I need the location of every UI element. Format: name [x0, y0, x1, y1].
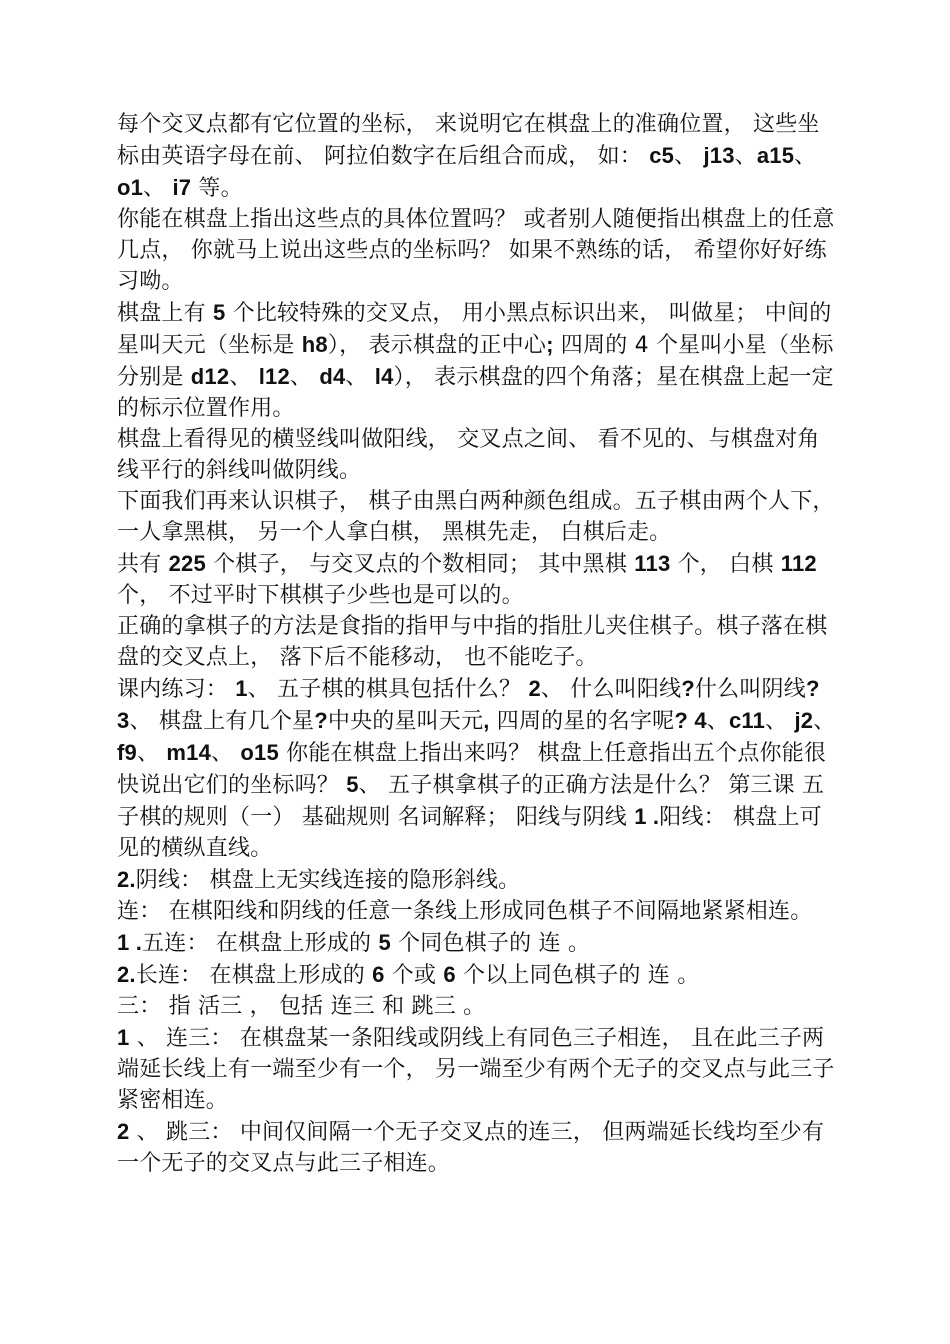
- text-run: 什么叫阴线: [694, 677, 806, 702]
- bold-text-run: j13: [703, 143, 735, 168]
- bold-text-run: o1: [117, 175, 144, 200]
- bold-text-run: d4: [319, 364, 346, 389]
- bold-text-run: 1 .: [117, 930, 143, 955]
- bold-text-run: 5: [213, 300, 226, 325]
- text-run: 个棋子， 与交叉点的个数相同； 其中黑棋: [205, 552, 635, 577]
- text-run: ）， 表示棋盘的正中心: [327, 333, 547, 358]
- bold-text-run: 2.: [117, 962, 136, 987]
- text-run: 个， 白棋: [670, 552, 781, 577]
- bold-text-run: ,: [483, 708, 490, 733]
- text-run: 、: [706, 709, 729, 734]
- text-run: 、: [345, 365, 375, 390]
- paragraph: [117, 611, 837, 673]
- bold-text-run: ? 3: [117, 676, 820, 733]
- bold-text-run: 225: [168, 551, 206, 576]
- bold-text-run: c5: [649, 143, 675, 168]
- text-run: 、 五子棋的棋具包括什么？: [247, 677, 529, 702]
- document-body: [117, 109, 837, 1179]
- bold-text-run: 1 .: [634, 804, 660, 829]
- text-run: 课内练习：: [117, 677, 236, 702]
- bold-text-run: h8: [301, 332, 328, 357]
- bold-text-run: 2: [528, 676, 541, 701]
- paragraph: [117, 927, 837, 959]
- text-run: 、 什么叫阳线: [540, 677, 682, 702]
- text-run: 五连： 在棋盘上形成的: [142, 931, 379, 956]
- bold-text-run: d12: [190, 364, 230, 389]
- text-run: 、: [765, 709, 795, 734]
- text-run: 正确的拿棋子的方法是食指的指甲与中指的指肚儿夹住棋子。棋子落在棋盘的交叉点上， 落下后不能移动， 也不能吃子。: [117, 614, 828, 670]
- text-run: 、: [143, 176, 173, 201]
- text-run: 连： 在棋阳线和阴线的任意一条线上形成同色棋子不间隔地紧紧相连。: [117, 899, 813, 924]
- text-run: 共有: [117, 552, 169, 577]
- text-run: ）， 表示棋盘的四个角落；星在棋盘上起一定的标示位置作用。: [117, 365, 834, 421]
- text-run: 中央的星叫天元: [327, 709, 484, 734]
- text-run: 、: [229, 365, 259, 390]
- bold-text-run: ? 4: [674, 708, 707, 733]
- bold-text-run: f9: [117, 740, 137, 765]
- bold-text-run: 1: [117, 1025, 130, 1050]
- paragraph: [117, 424, 837, 486]
- text-run: 你能在棋盘上指出这些点的具体位置吗？ 或者别人随便指出棋盘上的任意几点， 你就马上说出这些点的坐标吗？ 如果不熟练的话， 希望你好好练习呦。: [117, 207, 835, 294]
- bold-text-run: 5: [346, 772, 359, 797]
- bold-text-run: m14: [166, 740, 212, 765]
- bold-text-run: l4: [374, 364, 394, 389]
- text-run: 个， 不过平时下棋棋子少些也是可以的。: [117, 583, 524, 608]
- paragraph: [117, 204, 837, 297]
- text-run: 棋盘上有: [117, 301, 213, 326]
- paragraph: [117, 1116, 837, 1179]
- text-run: 棋盘上看得见的横竖线叫做阳线， 交叉点之间、 看不见的、与棋盘对角线平行的斜线叫做阴线。: [117, 427, 820, 483]
- text-run: 长连： 在棋盘上形成的: [135, 963, 373, 988]
- paragraph: [117, 896, 837, 927]
- bold-text-run: ?: [681, 676, 695, 701]
- paragraph: [117, 297, 837, 424]
- text-run: 个或: [384, 963, 444, 988]
- bold-text-run: j2: [794, 708, 814, 733]
- bold-text-run: 6: [372, 962, 385, 987]
- text-run: 、: [813, 709, 836, 734]
- text-run: 个同色棋子的 连 。: [390, 931, 591, 956]
- paragraph: [117, 991, 837, 1022]
- text-run: 阴线： 棋盘上无实线连接的隐形斜线。: [135, 868, 521, 893]
- bold-text-run: 5: [378, 930, 391, 955]
- bold-text-run: 112: [780, 551, 817, 576]
- text-run: 、 跳三： 中间仅间隔一个无子交叉点的连三， 但两端延长线均至少有一个无子的交叉点与此三子相连。: [117, 1120, 825, 1176]
- text-run: 个比较特殊的交叉点， 用小黑点标识出来， 叫做星； 中间的星叫天元（坐标是: [117, 301, 832, 358]
- bold-text-run: l12: [258, 364, 290, 389]
- text-run: 、: [794, 144, 817, 169]
- text-run: 、: [211, 741, 241, 766]
- text-run: 每个交叉点都有它位置的坐标， 来说明它在棋盘上的准确位置， 这些坐标由英语字母在前、 阿拉伯数字在后组合而成， 如：: [117, 112, 820, 169]
- paragraph: [117, 864, 837, 896]
- paragraph: [117, 959, 837, 991]
- bold-text-run: ?: [314, 708, 328, 733]
- text-run: 、 五子棋拿棋子的正确方法是什么？ 第三课 五子棋的规则（一） 基础规则 名词解释； 阳线与阴线: [117, 773, 825, 830]
- text-run: 、 棋盘上有几个星: [129, 709, 315, 734]
- bold-text-run: c11: [728, 708, 766, 733]
- paragraph: [117, 1022, 837, 1116]
- text-run: 你能在棋盘上指出来吗？ 棋盘上任意指出五个点你能很快说出它们的坐标吗？: [117, 741, 827, 798]
- text-run: 、: [136, 741, 167, 766]
- text-run: 、: [734, 144, 757, 169]
- bold-text-run: i7: [172, 175, 192, 200]
- paragraph: [117, 673, 837, 864]
- bold-text-run: o15: [240, 740, 279, 765]
- bold-text-run: 2: [117, 1119, 130, 1144]
- text-run: 、: [674, 144, 704, 169]
- bold-text-run: 2.: [117, 867, 136, 892]
- text-run: 四周的 4 个星叫小星（坐标分别是: [117, 333, 834, 390]
- bold-text-run: 113: [634, 551, 671, 576]
- text-run: 个以上同色棋子的 连 。: [455, 963, 700, 988]
- bold-text-run: a15: [756, 143, 795, 168]
- text-run: 四周的星的名字呢: [489, 709, 675, 734]
- bold-text-run: ;: [546, 332, 554, 357]
- text-run: 、 连三： 在棋盘某一条阳线或阴线上有同色三子相连， 且在此三子两端延长线上有一端至少有一个， 另一端至少有两个无子的交叉点与此三子紧密相连。: [117, 1026, 835, 1113]
- bold-text-run: 6: [443, 962, 456, 987]
- text-run: 下面我们再来认识棋子， 棋子由黑白两种颜色组成。五子棋由两个人下，一人拿黑棋， 另一个人拿白棋， 黑棋先走， 白棋后走。: [117, 489, 835, 545]
- text-run: 、: [289, 365, 320, 390]
- bold-text-run: 1: [235, 676, 248, 701]
- text-run: 阳线： 棋盘上可见的横纵直线。: [117, 805, 822, 861]
- paragraph: [117, 486, 837, 548]
- paragraph: [117, 109, 837, 204]
- text-run: 等。: [191, 176, 243, 201]
- paragraph: [117, 548, 837, 611]
- text-run: 三： 指 活三 ， 包括 连三 和 跳三 。: [117, 994, 486, 1019]
